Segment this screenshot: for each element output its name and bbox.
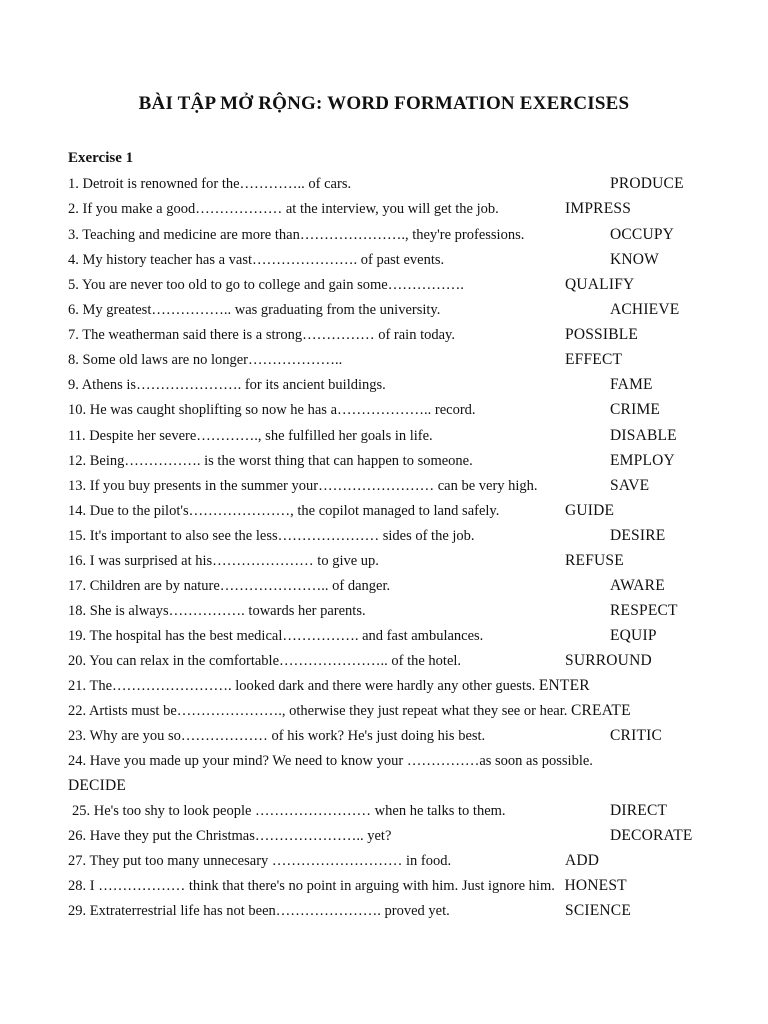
exercise-item: [68, 602, 366, 620]
exercise-item: [68, 727, 485, 745]
root-word: CRIME: [610, 401, 661, 418]
question-text: 5. You are never too old to go to college and gain some…………….: [68, 277, 464, 293]
root-word: FAME: [610, 376, 653, 393]
root-word: KNOW: [610, 251, 660, 268]
exercise-item: [68, 877, 627, 895]
question-text: 18. She is always……………. towards her parents.: [68, 603, 366, 619]
exercise-item: [68, 902, 450, 920]
exercise-item: [68, 351, 342, 369]
exercise-item: [68, 677, 590, 695]
exercise-item: [68, 200, 499, 218]
exercise-item: [68, 627, 483, 645]
exercise-item: [68, 427, 433, 445]
root-word: GUIDE: [565, 502, 615, 519]
exercise-heading: Exercise 1: [68, 150, 134, 166]
root-word: DIRECT: [610, 802, 668, 819]
root-word: QUALIFY: [565, 276, 635, 293]
exercise-item: [68, 852, 451, 870]
exercise-item: [68, 175, 351, 193]
question-text: 17. Children are by nature………………….. of danger.: [68, 578, 391, 594]
exercise-item: [68, 376, 386, 394]
question-text: 21. The……………………. looked dark and there were hardly any other guests.: [68, 678, 536, 694]
exercise-item: [68, 251, 444, 269]
exercise-item: [68, 577, 390, 595]
exercise-item: [68, 502, 499, 520]
exercise-item: [68, 827, 391, 845]
root-word: ACHIEVE: [610, 301, 680, 318]
question-text: 1. Detroit is renowned for the………….. of cars.: [68, 176, 352, 192]
exercise-item: [68, 452, 473, 470]
root-word: EFFECT: [565, 351, 623, 368]
question-text: 4. My history teacher has a vast…………………. of past events.: [68, 252, 445, 268]
root-word: SCIENCE: [565, 902, 631, 919]
question-text: 11. Despite her severe…………., she fulfilled her goals in life.: [68, 428, 433, 444]
root-word: AWARE: [610, 577, 665, 594]
question-text: 10. He was caught shoplifting so now he has a……………….. record.: [68, 402, 476, 418]
root-word: SAVE: [610, 477, 650, 494]
exercise-item: [68, 477, 538, 495]
question-text: 29. Extraterrestrial life has not been…………………. proved yet.: [68, 903, 450, 919]
question-text: 28. I ……………… think that there's no point in arguing with him. Just ignore him.: [68, 878, 555, 894]
question-text: 13. If you buy presents in the summer your…………………… can be very high.: [68, 478, 538, 494]
root-word: EQUIP: [610, 627, 657, 644]
question-text: 20. You can relax in the comfortable………………….. of the hotel.: [68, 653, 462, 669]
question-text: 12. Being……………. is the worst thing that can happen to someone.: [68, 453, 473, 469]
question-text: 15. It's important to also see the less………………… sides of the job.: [68, 528, 475, 544]
root-word: RESPECT: [610, 602, 678, 619]
exercise-item: [68, 652, 461, 670]
exercise-item: [72, 802, 506, 820]
root-word: SURROUND: [565, 652, 652, 669]
exercise-item: [68, 552, 379, 570]
question-text: 25. He's too shy to look people …………………… when he talks to them.: [72, 803, 506, 819]
question-text: 3. Teaching and medicine are more than…………………., they're professions.: [68, 227, 525, 243]
root-word: CREATE: [570, 702, 631, 719]
exercise-item: [68, 301, 440, 319]
exercise-item: [68, 702, 631, 720]
root-word: DISABLE: [610, 427, 677, 444]
exercise-item: [68, 752, 593, 770]
root-word: OCCUPY: [610, 226, 675, 243]
page-title: BÀI TẬP MỞ RỘNG: WORD FORMATION EXERCISES: [138, 93, 630, 114]
root-word: PRODUCE: [610, 175, 684, 192]
root-word: DECIDE: [68, 777, 127, 794]
question-text: 2. If you make a good……………… at the interview, you will get the job.: [68, 201, 499, 217]
exercise-item: [68, 401, 476, 419]
root-word: ADD: [565, 852, 600, 869]
exercise-item: [68, 276, 464, 294]
question-text: 14. Due to the pilot's…………………, the copilot managed to land safely.: [68, 503, 500, 519]
exercise-item: [68, 226, 524, 244]
root-word: EMPLOY: [610, 452, 675, 469]
question-text: 26. Have they put the Christmas………………….. yet?: [68, 828, 392, 844]
root-word: HONEST: [564, 877, 627, 894]
question-text: 9. Athens is…………………. for its ancient buildings.: [68, 377, 386, 393]
root-word: ENTER: [538, 677, 590, 694]
question-text: 6. My greatest…………….. was graduating from the university.: [68, 302, 441, 318]
root-word: REFUSE: [565, 552, 624, 569]
root-word: DESIRE: [610, 527, 666, 544]
question-text: 19. The hospital has the best medical……………. and fast ambulances.: [68, 628, 484, 644]
question-text: 24. Have you made up your mind? We need to know your ……………as soon as possible.: [68, 753, 593, 769]
root-word: POSSIBLE: [565, 326, 639, 343]
exercise-item: [68, 326, 455, 344]
question-text: 8. Some old laws are no longer………………..: [68, 352, 343, 368]
question-text: 23. Why are you so……………… of his work? He's just doing his best.: [68, 728, 486, 744]
question-text: 27. They put too many unnecesary ……………………… in food.: [68, 853, 452, 869]
question-text: 16. I was surprised at his………………… to give up.: [68, 553, 379, 569]
question-text: 7. The weatherman said there is a strong…………… of rain today.: [68, 327, 455, 343]
question-text: 22. Artists must be…………………., otherwise they just repeat what they see or hear.: [68, 703, 568, 719]
exercise-item: [68, 527, 475, 545]
root-word: DECORATE: [610, 827, 693, 844]
root-word: CRITIC: [610, 727, 663, 744]
root-word: IMPRESS: [565, 200, 632, 217]
